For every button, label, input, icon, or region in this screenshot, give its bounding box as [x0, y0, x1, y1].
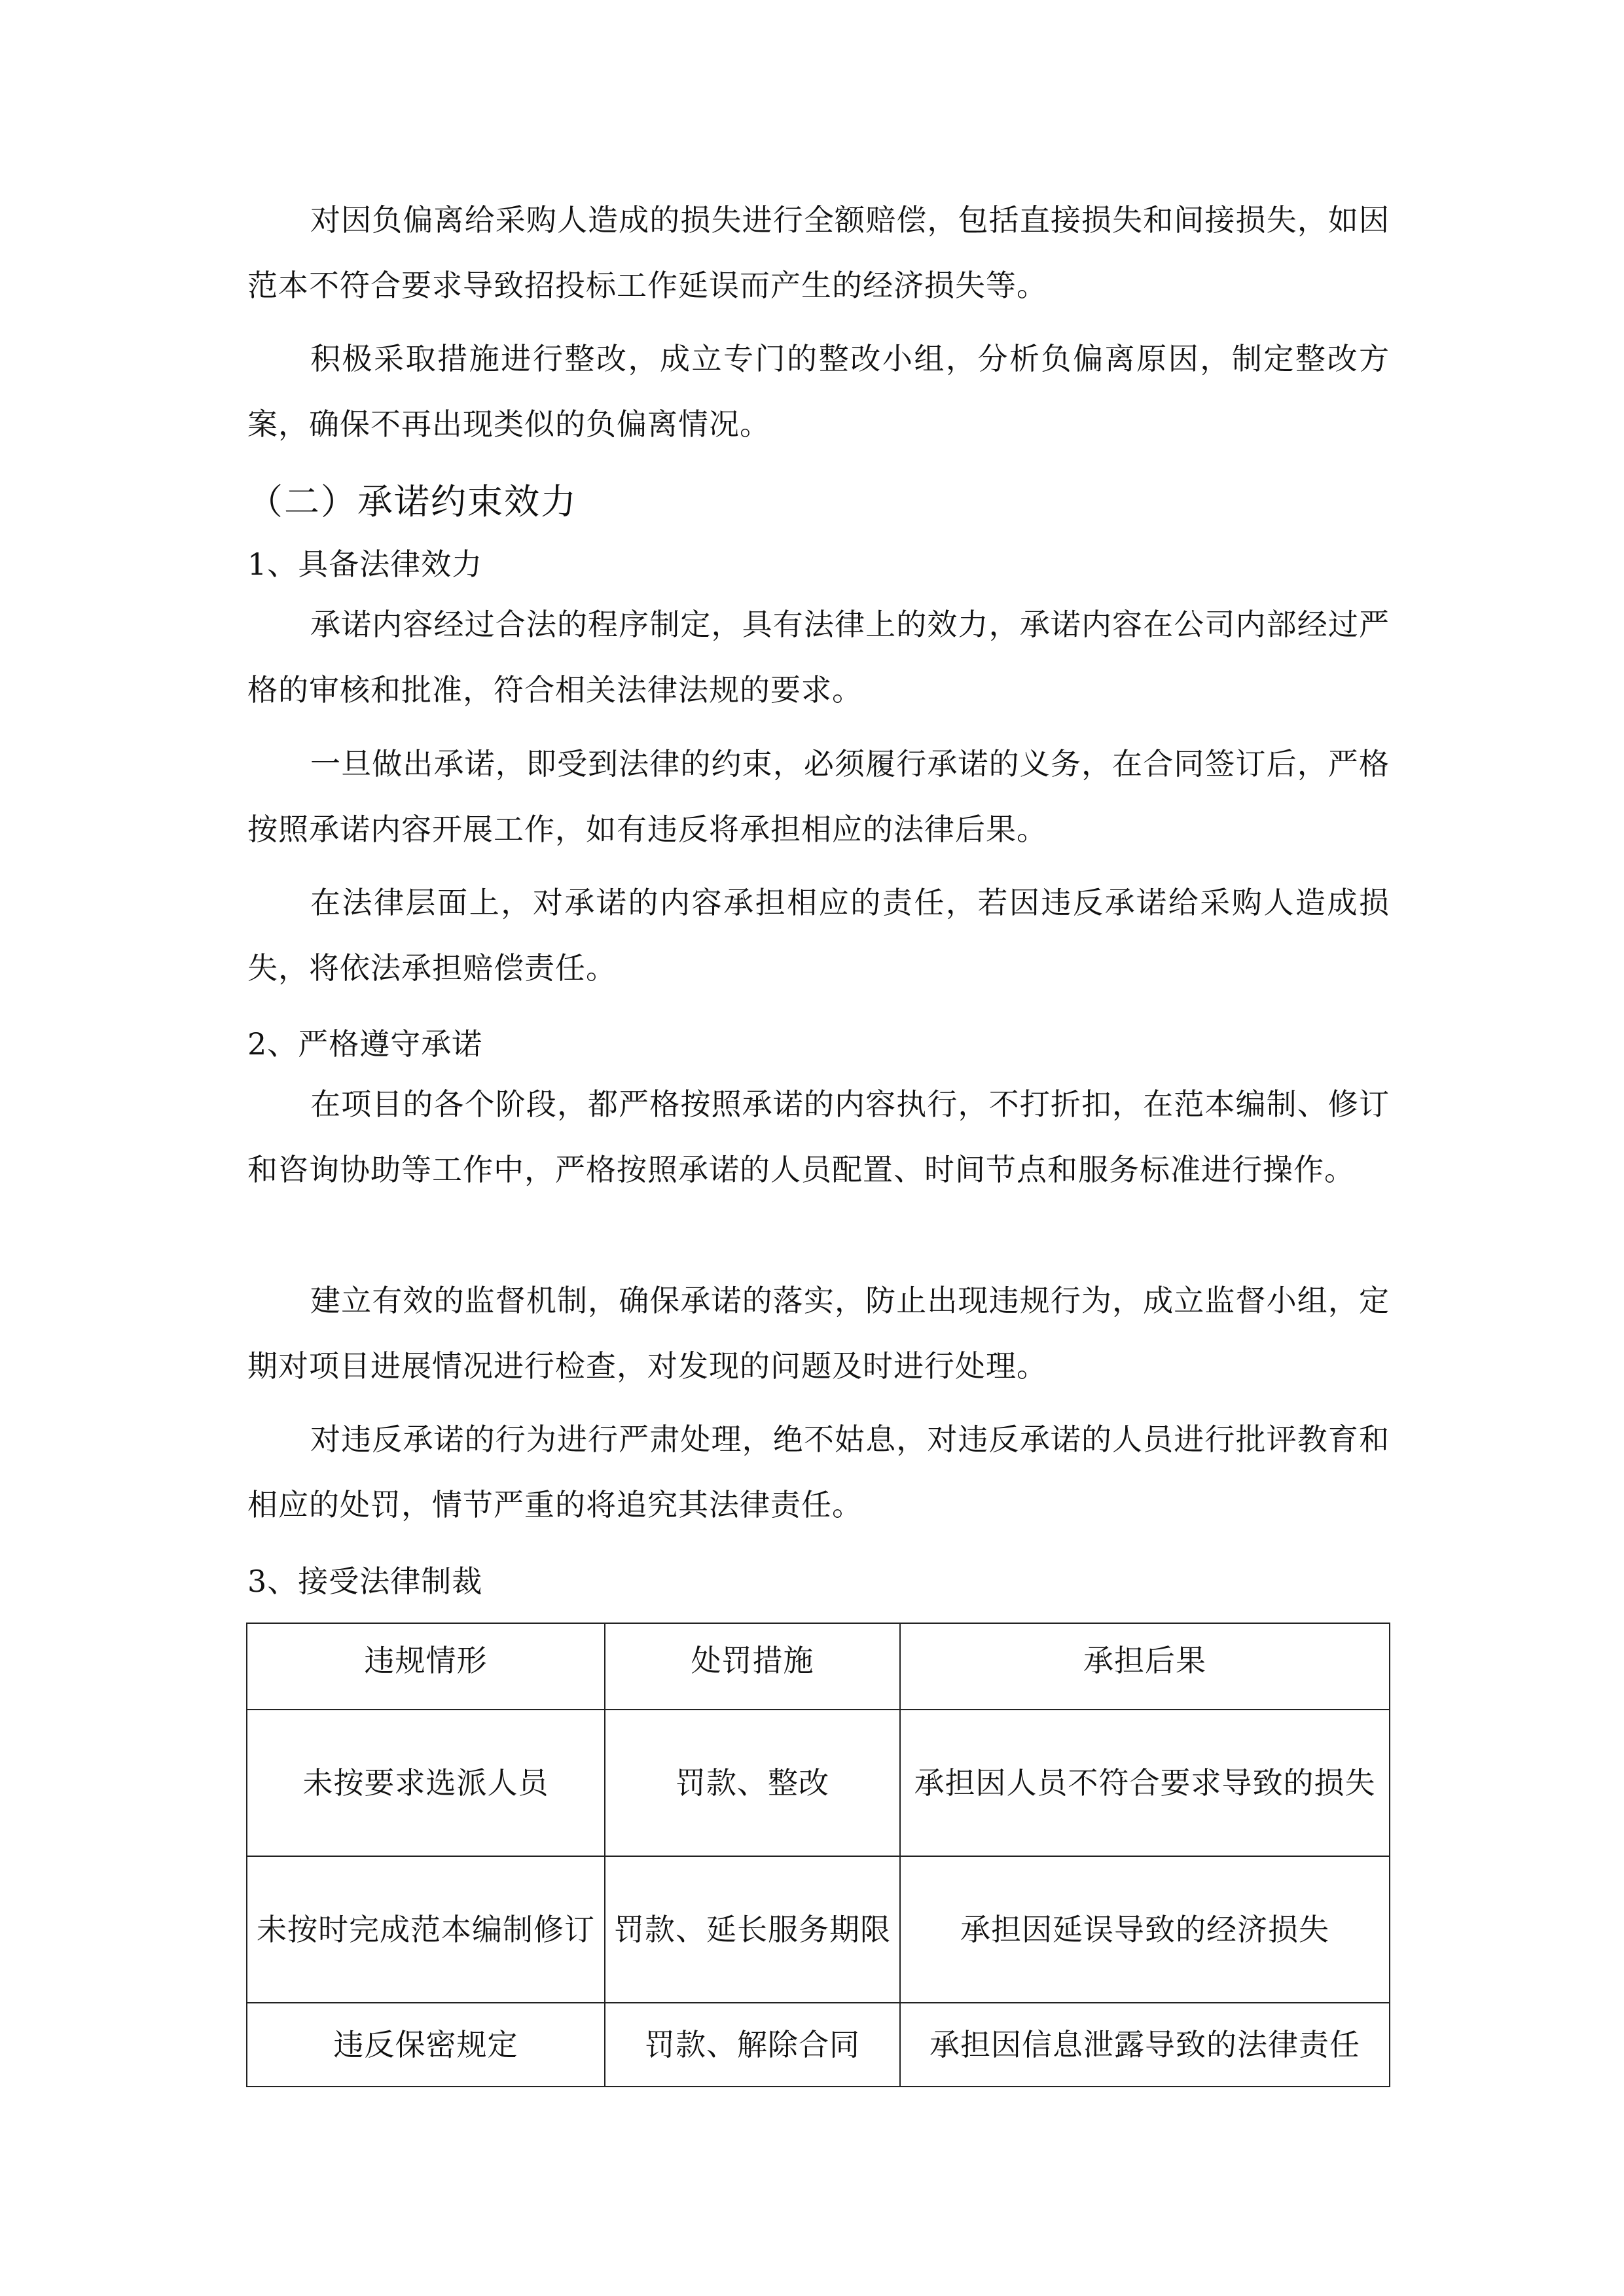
table-cell: 罚款、延长服务期限 [605, 1856, 900, 2003]
paragraph-compliance-2: 建立有效的监督机制，确保承诺的落实，防止出现违规行为，成立监督小组，定期对项目进展情况进行检查，对发现的问题及时进行处理。 [247, 1283, 1390, 1384]
sanctions-table [246, 1623, 1390, 2087]
table-header-cell: 违规情形 [247, 1623, 605, 1710]
paragraph-rectification: 积极采取措施进行整改，成立专门的整改小组，分析负偏离原因，制定整改方案，确保不再出现类似的负偏离情况。 [247, 341, 1390, 442]
paragraph-compensation: 对因负偏离给采购人造成的损失进行全额赔偿，包括直接损失和间接损失，如因范本不符合要求导致招投标工作延误而产生的经济损失等。 [247, 202, 1390, 303]
table-cell: 罚款、解除合同 [605, 2003, 900, 2087]
subsection-heading-legal-effect: 1、具备法律效力 [247, 547, 483, 582]
table-cell: 罚款、整改 [605, 1710, 900, 1856]
paragraph-legal-effect-2: 一旦做出承诺，即受到法律的约束，必须履行承诺的义务，在合同签订后，严格按照承诺内容开展工作，如有违反将承担相应的法律后果。 [247, 746, 1390, 847]
subsection-heading-legal-sanctions: 3、接受法律制裁 [247, 1564, 483, 1599]
table-cell: 未按时完成范本编制修订 [247, 1856, 605, 2003]
table-cell: 承担因延误导致的经济损失 [900, 1856, 1390, 2003]
paragraph-compliance-3: 对违反承诺的行为进行严肃处理，绝不姑息，对违反承诺的人员进行批评教育和相应的处罚，情节严重的将追究其法律责任。 [247, 1422, 1390, 1522]
table-header-cell: 处罚措施 [605, 1623, 900, 1710]
section-heading-commitment-effect: （二）承诺约束效力 [247, 481, 577, 522]
paragraph-legal-effect-1: 承诺内容经过合法的程序制定，具有法律上的效力，承诺内容在公司内部经过严格的审核和批准，符合相关法律法规的要求。 [247, 607, 1390, 708]
table-cell: 违反保密规定 [247, 2003, 605, 2087]
table-row [247, 2003, 1390, 2087]
table-cell: 承担因人员不符合要求导致的损失 [900, 1710, 1390, 1856]
subsection-heading-strict-compliance: 2、严格遵守承诺 [247, 1026, 483, 1062]
table-row [247, 1710, 1390, 1856]
paragraph-legal-effect-3: 在法律层面上，对承诺的内容承担相应的责任，若因违反承诺给采购人造成损失，将依法承担赔偿责任。 [247, 885, 1390, 986]
paragraph-compliance-1: 在项目的各个阶段，都严格按照承诺的内容执行，不打折扣，在范本编制、修订和咨询协助等工作中，严格按照承诺的人员配置、时间节点和服务标准进行操作。 [247, 1086, 1390, 1187]
table-cell: 未按要求选派人员 [247, 1710, 605, 1856]
table-header-row [247, 1623, 1390, 1710]
table-row [247, 1856, 1390, 2003]
table-header-cell: 承担后果 [900, 1623, 1390, 1710]
table-cell: 承担因信息泄露导致的法律责任 [900, 2003, 1390, 2087]
